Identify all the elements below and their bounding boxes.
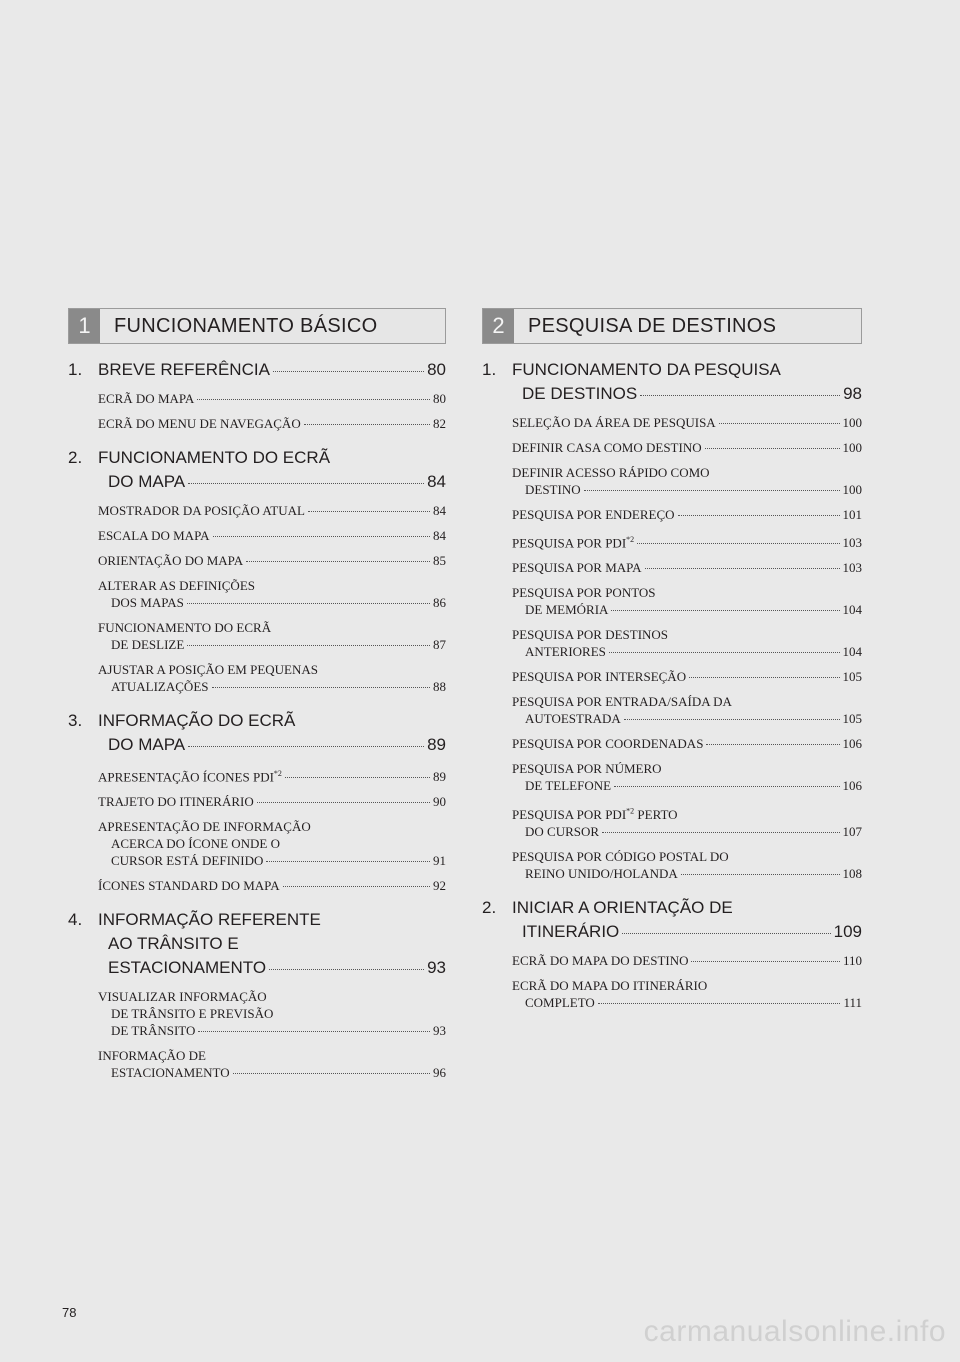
toc-line-text: AJUSTAR A POSIÇÃO EM PEQUENAS	[98, 662, 318, 677]
chapter-title	[68, 446, 446, 494]
page-ref: 84	[427, 472, 446, 491]
toc-line-text: COMPLETO	[525, 994, 595, 1010]
leader-dots	[689, 677, 839, 678]
section-number: 2	[483, 309, 514, 343]
toc-line-text: DO MAPA	[108, 735, 186, 754]
toc-line	[512, 802, 862, 822]
toc-line	[512, 896, 862, 920]
toc-line-text: PESQUISA POR PDI$^{*2}$ PERTO	[512, 806, 678, 822]
leader-dots	[283, 886, 430, 887]
toc-line	[98, 877, 446, 894]
chapter-title	[482, 358, 862, 406]
toc-line-text: BREVE REFERÊNCIA	[98, 360, 270, 379]
toc-line-text: ÍCONES STANDARD DO MAPA	[98, 878, 280, 894]
toc-line	[98, 818, 446, 835]
toc-line-text: DEFINIR ACESSO RÁPIDO COMO	[512, 465, 710, 480]
toc-line-text: ITINERÁRIO	[522, 921, 620, 941]
toc-line	[98, 988, 446, 1005]
toc-entry	[482, 584, 862, 618]
toc-line-text: APRESENTAÇÃO ÍCONES PDI$^{*2}$	[98, 769, 282, 785]
toc-line-text: FUNCIONAMENTO DO ECRÃ	[98, 448, 331, 467]
watermark: carmanualsonline.info	[643, 1315, 946, 1348]
toc-entry	[68, 577, 446, 611]
toc-line	[98, 594, 446, 611]
toc-line	[98, 502, 446, 519]
toc-line-text: VISUALIZAR INFORMAÇÃO	[98, 989, 267, 1005]
leader-dots	[622, 933, 830, 934]
toc-line	[98, 765, 446, 785]
toc-line-text: INICIAR A ORIENTAÇÃO DE	[512, 897, 733, 917]
toc-line-text: DO CURSOR	[525, 823, 600, 839]
toc-line-text: DE DESLIZE	[111, 637, 185, 652]
toc-entry	[482, 439, 862, 456]
toc-line-text: DE TELEFONE	[525, 778, 612, 794]
toc-entry	[482, 414, 862, 431]
toc-line-text: AO TRÂNSITO E	[108, 934, 239, 954]
toc-entry	[482, 668, 862, 685]
toc-line-text: PESQUISA POR ENTRADA/SAÍDA DA	[512, 694, 732, 710]
toc-entry	[68, 818, 446, 869]
toc-line-text: REINO UNIDO/HOLANDA	[525, 865, 678, 881]
toc-line	[512, 760, 862, 777]
section-2-column	[482, 308, 862, 1011]
toc-line-text: ESTACIONAMENTO	[108, 958, 267, 978]
leader-dots	[187, 603, 430, 604]
leader-dots	[678, 515, 840, 516]
toc-line	[98, 619, 446, 636]
toc-line	[512, 643, 862, 660]
toc-line-text: PESQUISA POR MAPA	[512, 560, 642, 576]
toc-line	[98, 733, 446, 757]
toc-line-text: SELEÇÃO DA ÁREA DE PESQUISA	[512, 415, 716, 430]
toc-line	[512, 952, 862, 969]
toc-line	[98, 678, 446, 695]
toc-line-text: ATUALIZAÇÕES	[111, 679, 209, 694]
toc-entry	[482, 952, 862, 969]
leader-dots	[273, 371, 424, 372]
toc-entry	[68, 552, 446, 569]
toc-line-text: FUNCIONAMENTO DO ECRÃ	[98, 620, 272, 635]
toc-line-text: DE TRÂNSITO E PREVISÃO	[111, 1006, 274, 1022]
toc-line	[512, 920, 862, 944]
toc-line-text: PESQUISA POR INTERSEÇÃO	[512, 669, 687, 685]
toc-line-text: PESQUISA POR COORDENADAS	[512, 736, 704, 752]
toc-line	[98, 852, 446, 869]
leader-dots	[188, 746, 424, 747]
leader-dots	[614, 786, 839, 787]
page-ref: 89	[427, 735, 446, 754]
toc-entry	[482, 506, 862, 523]
page-ref: 104	[842, 644, 862, 660]
toc-line-text: INFORMAÇÃO REFERENTE	[98, 910, 321, 930]
toc-line	[512, 414, 862, 431]
leader-dots	[308, 511, 430, 512]
leader-dots	[719, 423, 840, 424]
toc-line-text: ACERCA DO ÍCONE ONDE O	[111, 836, 280, 852]
page-ref: 109	[833, 921, 862, 941]
chapter-title	[68, 908, 446, 980]
leader-dots	[304, 424, 430, 425]
section-title: FUNCIONAMENTO BÁSICO	[114, 314, 378, 337]
page-ref: 87	[433, 637, 446, 652]
toc-line	[512, 464, 862, 481]
toc-entry	[68, 502, 446, 519]
page-ref: 92	[433, 878, 446, 894]
toc-line	[512, 668, 862, 685]
leader-dots	[681, 874, 840, 875]
leader-dots	[246, 561, 430, 562]
toc-line	[512, 710, 862, 727]
toc-line	[98, 661, 446, 678]
toc-entry	[482, 848, 862, 882]
toc-line-text: ALTERAR AS DEFINIÇÕES	[98, 578, 255, 593]
toc-line	[512, 865, 862, 882]
chapter-number: 1.	[68, 360, 83, 379]
toc-entry	[482, 531, 862, 551]
toc-entry	[482, 977, 862, 1011]
toc-line-text: ORIENTAÇÃO DO MAPA	[98, 553, 244, 568]
toc-line	[512, 693, 862, 710]
toc-line	[512, 439, 862, 456]
toc-entry	[482, 559, 862, 576]
leader-dots	[598, 1003, 841, 1004]
page-ref: 105	[842, 711, 862, 727]
toc-line	[98, 358, 446, 382]
page-ref: 106	[842, 736, 862, 752]
toc-list	[482, 358, 862, 1011]
toc-line-text: ANTERIORES	[525, 644, 606, 660]
toc-line-text: INFORMAÇÃO DE	[98, 1048, 206, 1064]
toc-line	[98, 577, 446, 594]
page-ref: 91	[433, 853, 446, 869]
toc-line	[98, 446, 446, 470]
toc-line	[98, 552, 446, 569]
page-ref: 90	[433, 794, 446, 810]
toc-line	[512, 977, 862, 994]
leader-dots	[640, 395, 840, 396]
leader-dots	[213, 536, 431, 537]
leader-dots	[266, 861, 430, 862]
toc-line-text: PESQUISA POR DESTINOS	[512, 627, 669, 643]
toc-line	[98, 709, 446, 733]
toc-line-text: ECRÃ DO MAPA DO ITINERÁRIO	[512, 977, 708, 993]
leader-dots	[705, 448, 840, 449]
toc-entry	[68, 877, 446, 894]
toc-chapter	[68, 908, 446, 980]
section-header	[482, 308, 862, 344]
toc-line-text: DOS MAPAS	[111, 595, 184, 610]
chapter-number: 3.	[68, 711, 83, 730]
page-ref: 84	[433, 503, 446, 518]
leader-dots	[198, 1031, 430, 1032]
toc-line	[98, 390, 446, 407]
toc-line-text: INFORMAÇÃO DO ECRÃ	[98, 711, 296, 730]
toc-line-text: AUTOESTRADA	[525, 711, 621, 727]
toc-line	[512, 481, 862, 498]
toc-entry	[482, 760, 862, 794]
page-number: 78	[62, 1305, 77, 1320]
toc-line	[512, 777, 862, 794]
toc-line-text: ECRÃ DO MAPA DO DESTINO	[512, 952, 689, 968]
toc-line-text: CURSOR ESTÁ DEFINIDO	[111, 853, 264, 869]
page-ref: 107	[842, 823, 862, 839]
leader-dots	[611, 610, 839, 611]
toc-line-text: DESTINO	[525, 482, 581, 497]
toc-chapter	[68, 446, 446, 494]
toc-line	[98, 1064, 446, 1081]
toc-entry	[68, 1047, 446, 1081]
toc-line	[512, 601, 862, 618]
chapter-number: 2.	[482, 897, 497, 917]
page-ref: 86	[433, 595, 446, 610]
toc-line-text: ESCALA DO MAPA	[98, 528, 210, 543]
toc-entry	[482, 626, 862, 660]
page-ref: 100	[842, 440, 862, 455]
leader-dots	[212, 687, 431, 688]
toc-entry	[68, 390, 446, 407]
toc-line	[98, 415, 446, 432]
toc-entry	[482, 464, 862, 498]
leader-dots	[269, 969, 424, 970]
toc-line	[98, 956, 446, 980]
toc-entry	[482, 802, 862, 839]
page-ref: 101	[842, 507, 862, 522]
toc-line	[98, 636, 446, 653]
toc-entry	[68, 765, 446, 785]
toc-line	[512, 531, 862, 551]
leader-dots	[285, 777, 430, 778]
toc-line	[512, 559, 862, 576]
page-ref: 80	[433, 391, 446, 406]
page-ref: 104	[842, 602, 862, 618]
toc-entry	[68, 619, 446, 653]
page-ref: 84	[433, 528, 446, 543]
page-ref: 103	[842, 560, 862, 576]
leader-dots	[233, 1073, 430, 1074]
page-ref: 105	[842, 669, 862, 685]
toc-entry	[68, 988, 446, 1039]
toc-line-text: ECRÃ DO MAPA	[98, 391, 195, 406]
leader-dots	[187, 645, 430, 646]
toc-line-text: DE TRÂNSITO	[111, 1023, 196, 1039]
toc-line-text: TRAJETO DO ITINERÁRIO	[98, 794, 254, 810]
chapter-title	[68, 358, 446, 382]
toc-line-text: ECRÃ DO MENU DE NAVEGAÇÃO	[98, 416, 301, 431]
toc-line	[98, 835, 446, 852]
toc-line	[98, 932, 446, 956]
toc-line-text: DE MEMÓRIA	[525, 602, 609, 618]
toc-line-text: PESQUISA POR PDI$^{*2}$	[512, 535, 635, 551]
toc-line-text: DEFINIR CASA COMO DESTINO	[512, 440, 702, 455]
page-ref: 85	[433, 553, 446, 568]
toc-line	[512, 823, 862, 840]
toc-line-text: PESQUISA POR ENDEREÇO	[512, 507, 675, 522]
page-ref: 89	[433, 769, 446, 785]
toc-line	[98, 908, 446, 932]
page-ref: 82	[433, 416, 446, 431]
page-ref: 108	[842, 865, 862, 881]
chapter-title	[68, 709, 446, 757]
leader-dots	[257, 802, 430, 803]
page-ref: 100	[842, 482, 862, 497]
chapter-number: 2.	[68, 448, 83, 467]
toc-line-text: APRESENTAÇÃO DE INFORMAÇÃO	[98, 819, 311, 835]
toc-line-text: PESQUISA POR PONTOS	[512, 585, 656, 601]
leader-dots	[609, 652, 840, 653]
section-header	[68, 308, 446, 344]
toc-chapter	[68, 358, 446, 382]
toc-entry	[482, 693, 862, 727]
chapter-number: 4.	[68, 910, 83, 930]
toc-entry	[68, 661, 446, 695]
leader-dots	[706, 744, 839, 745]
toc-line	[98, 1005, 446, 1022]
leader-dots	[637, 543, 839, 544]
page-ref: 96	[433, 1065, 446, 1081]
toc-entry	[68, 527, 446, 544]
section-1-column	[68, 308, 446, 1081]
toc-entry	[68, 793, 446, 810]
toc-line	[512, 626, 862, 643]
toc-line-text: DO MAPA	[108, 472, 186, 491]
toc-entry	[68, 415, 446, 432]
page-ref: 106	[842, 778, 862, 794]
toc-line-text: FUNCIONAMENTO DA PESQUISA	[512, 360, 781, 379]
toc-line-text: MOSTRADOR DA POSIÇÃO ATUAL	[98, 503, 305, 518]
toc-entry	[482, 735, 862, 752]
page-ref: 80	[427, 360, 446, 379]
toc-line	[512, 994, 862, 1011]
chapter-title	[482, 896, 862, 944]
page-ref: 103	[842, 535, 862, 551]
toc-chapter	[482, 896, 862, 944]
page-ref: 93	[433, 1023, 446, 1039]
toc-line	[98, 1022, 446, 1039]
toc-line-text: PESQUISA POR CÓDIGO POSTAL DO	[512, 848, 729, 864]
leader-dots	[691, 961, 839, 962]
page-ref: 100	[842, 415, 862, 430]
leader-dots	[602, 832, 839, 833]
toc-line	[98, 470, 446, 494]
toc-line	[512, 848, 862, 865]
page-ref: 110	[842, 952, 862, 968]
toc-chapter	[482, 358, 862, 406]
toc-line	[98, 793, 446, 810]
leader-dots	[624, 719, 840, 720]
chapter-number: 1.	[482, 360, 497, 379]
leader-dots	[197, 399, 430, 400]
page-ref: 88	[433, 679, 446, 694]
toc-line-text: ESTACIONAMENTO	[111, 1065, 230, 1081]
page-ref: 93	[427, 958, 446, 978]
leader-dots	[645, 568, 840, 569]
toc-line	[512, 584, 862, 601]
toc-line	[98, 1047, 446, 1064]
page-ref: 111	[843, 994, 862, 1010]
toc-chapter	[68, 709, 446, 757]
toc-line	[512, 506, 862, 523]
toc-list	[68, 358, 446, 1081]
toc-line	[98, 527, 446, 544]
leader-dots	[188, 483, 424, 484]
section-number: 1	[69, 309, 100, 343]
toc-line	[512, 382, 862, 406]
section-title: PESQUISA DE DESTINOS	[528, 314, 777, 337]
toc-line-text: PESQUISA POR NÚMERO	[512, 761, 662, 777]
toc-line	[512, 358, 862, 382]
toc-line-text: DE DESTINOS	[522, 384, 638, 403]
toc-line	[512, 735, 862, 752]
leader-dots	[584, 490, 840, 491]
page-ref: 98	[843, 384, 862, 403]
